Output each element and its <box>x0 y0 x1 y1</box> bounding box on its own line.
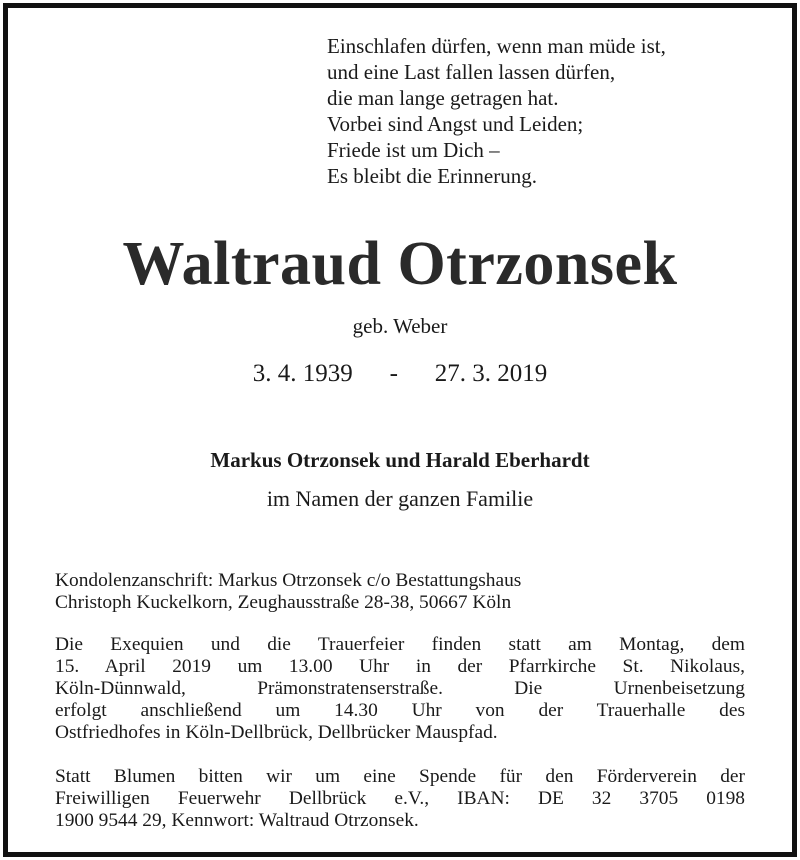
ceremony-line: Ostfriedhofes in Köln-Dellbrück, Dellbrücker Mauspfad. <box>55 722 498 743</box>
condolence-address <box>55 570 745 614</box>
poem-line: Friede ist um Dich – <box>327 138 500 162</box>
poem-line: die man lange getragen hat. <box>327 86 559 110</box>
family-line: im Namen der ganzen Familie <box>266 486 534 511</box>
poem-line: Einschlafen dürfen, wenn man müde ist, <box>327 34 666 58</box>
poem <box>327 33 666 189</box>
ceremony-line: 15. April 2019 um 13.00 Uhr in der Pfarrkirche St. Nikolaus, <box>55 656 745 677</box>
donation-line: Freiwilligen Feuerwehr Dellbrück e.V., IBAN: DE 32 3705 0198 <box>55 788 745 809</box>
poem-line: Vorbei sind Angst und Leiden; <box>327 112 584 136</box>
donation-line: Statt Blumen bitten wir um eine Spende für den Förderverein der <box>55 766 745 787</box>
donation-line: 1900 9544 29, Kennwort: Waltraud Otrzonsek. <box>55 810 419 831</box>
ceremony-line: erfolgt anschließend um 14.30 Uhr von der Trauerhalle des <box>55 700 745 721</box>
date-separator: - <box>389 360 398 387</box>
donation-request <box>55 766 745 832</box>
birth-date: 3. 4. 1939 <box>252 360 353 387</box>
mourner-names: Markus Otrzonsek und Harald Eberhardt <box>210 448 590 472</box>
ceremony-line: Köln-Dünnwald, Prämonstratenserstraße. Die Urnenbeisetzung <box>55 678 745 699</box>
life-dates <box>0 358 800 390</box>
condolence-line: Christoph Kuckelkorn, Zeughausstraße 28-38, 50667 Köln <box>55 592 512 613</box>
poem-line: und eine Last fallen lassen dürfen, <box>327 60 616 84</box>
deceased-name: Waltraud Otrzonsek <box>122 230 678 298</box>
poem-line: Es bleibt die Erinnerung. <box>327 164 537 188</box>
condolence-line: Kondolenzanschrift: Markus Otrzonsek c/o Bestattungshaus <box>55 570 522 591</box>
ceremony-line: Die Exequien und die Trauerfeier finden statt am Montag, dem <box>55 634 745 655</box>
death-date: 27. 3. 2019 <box>434 360 548 387</box>
ceremony-info <box>55 634 745 744</box>
maiden-name: geb. Weber <box>352 314 448 338</box>
